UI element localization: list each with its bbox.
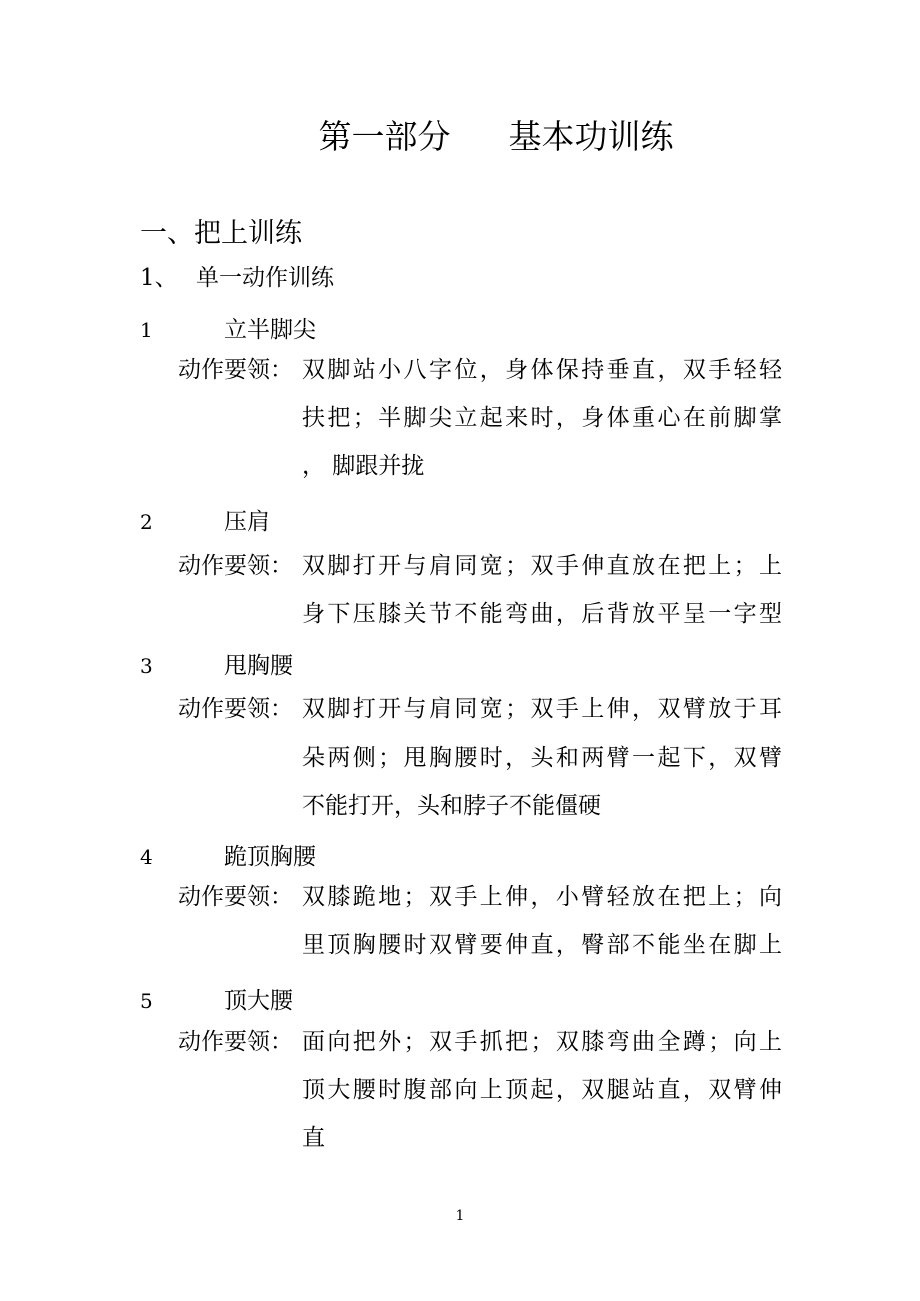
item-name: 压肩: [224, 509, 270, 535]
page-number: 1: [455, 1208, 465, 1224]
item-line: 双脚站小八字位，身体保持垂直，双手轻轻: [302, 357, 782, 383]
item-line: 顶大腰时腹部向上顶起，双腿站直，双臂伸: [302, 1077, 782, 1103]
item-name: 顶大腰: [224, 988, 293, 1014]
item-label: 动作要领：: [178, 1029, 293, 1055]
item-label: 动作要领：: [178, 696, 293, 722]
subsection-label: 单一动作训练: [196, 265, 334, 291]
item-number: 1: [140, 318, 153, 342]
item-name: 跪顶胸腰: [224, 844, 316, 870]
item-number: 4: [140, 845, 153, 869]
item-line: 里顶胸腰时双臂要伸直，臀部不能坐在脚上: [302, 932, 782, 958]
item-line: 不能打开，头和脖子不能僵硬: [302, 793, 601, 819]
item-label: 动作要领：: [178, 553, 293, 579]
item-line: 扶把；半脚尖立起来时，身体重心在前脚掌: [302, 405, 782, 431]
title-part: 第一部分: [318, 117, 451, 156]
item-line: 双脚打开与肩同宽；双手伸直放在把上；上: [302, 553, 782, 579]
item-name: 立半脚尖: [224, 317, 316, 343]
item-number: 3: [140, 654, 153, 678]
page-title: [0, 112, 920, 162]
section-heading: 一、把上训练: [140, 218, 302, 249]
item-line: 直: [302, 1125, 325, 1151]
item-name: 甩胸腰: [224, 653, 293, 679]
item-number: 2: [140, 510, 153, 534]
title-name: 基本功训练: [508, 117, 674, 156]
item-line: 双脚打开与肩同宽；双手上伸，双臂放于耳: [302, 696, 782, 722]
subsection-number: 1、: [140, 265, 178, 291]
item-line: 朵两侧；甩胸腰时，头和两臂一起下，双臂: [302, 745, 782, 771]
item-label: 动作要领：: [178, 884, 293, 910]
item-line: 面向把外；双手抓把；双膝弯曲全蹲；向上: [302, 1029, 782, 1055]
item-line: 双膝跪地；双手上伸，小臂轻放在把上；向: [302, 884, 782, 910]
item-number: 5: [140, 989, 153, 1013]
item-label: 动作要领：: [178, 357, 293, 383]
item-line: ， 脚跟并拢: [302, 453, 425, 479]
item-line: 身下压膝关节不能弯曲，后背放平呈一字型: [302, 601, 782, 627]
